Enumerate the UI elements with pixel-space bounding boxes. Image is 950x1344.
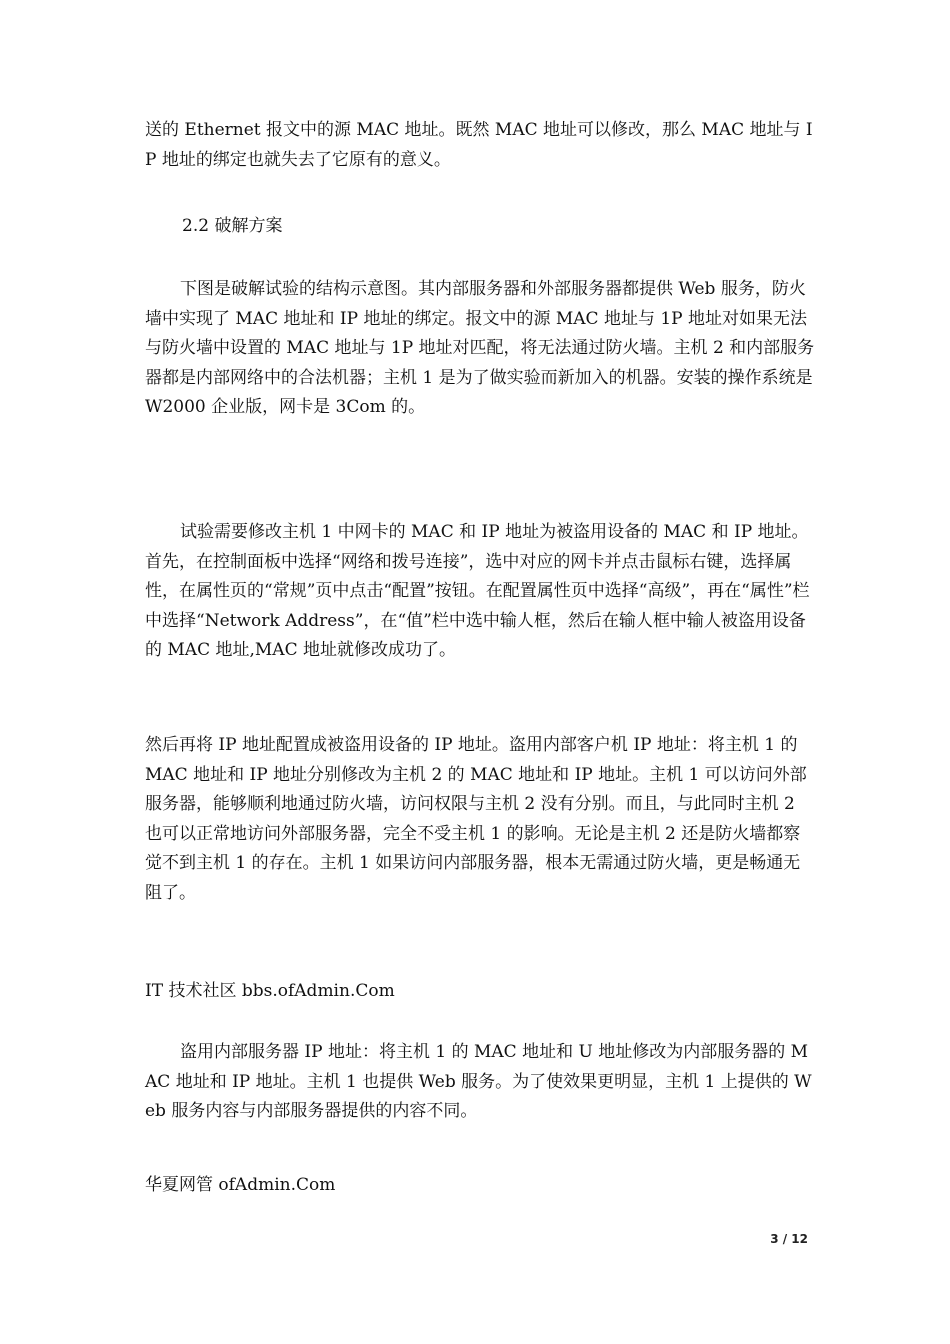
paragraph-steal-client-ip: 然后再将 IP 地址配置成被盗用设备的 IP 地址。盗用内部客户机 IP 地址：将主机 1 的 MAC 地址和 IP 地址分别修改为主机 2 的 MAC 地址和 IP 地址。主机 1 可以访问外部服务器，能够顺利地通过防火墙，访问权限与主机 2 没有分别。而且，与此同时主机 2 也可以正常地访问外部服务器，完全不受主机 1 的影响。无论是主机 2 还是防火墙都察觉不到主机 1 的存在。主机 1 如果访问内部服务器，根本无需通过防火墙，更是畅通无阻了。 <box>145 735 807 903</box>
paragraph-mac-binding: 送的 Ethernet 报文中的源 MAC 地址。既然 MAC 地址可以修改，那么 MAC 地址与 IP 地址的绑定也就失去了它原有的意义。 <box>145 120 813 170</box>
paragraph-experiment-structure: 下图是破解试验的结构示意图。其内部服务器和外部服务器都提供 Web 服务，防火墙中实现了 MAC 地址和 IP 地址的绑定。报文中的源 MAC 地址与 1P 地址对如果无法与防火墙中设置的 MAC 地址与 1P 地址对匹配，将无法通过防火墙。主机 2 和内部服务器都是内部网络中的合法机器；主机 1 是为了做实验而新加入的机器。安装的操作系统是 W2000 企业版，网卡是 3Com 的。 <box>145 279 815 418</box>
paragraph-steal-server-ip: 盗用内部服务器 IP 地址：将主机 1 的 MAC 地址和 U 地址修改为内部服务器的 MAC 地址和 IP 地址。主机 1 也提供 Web 服务。为了使效果更明显，主机 1 上提供的 Web 服务内容与内部服务器提供的内容不同。 <box>145 1042 812 1122</box>
paragraph-site-note: 华夏网管 ofAdmin.Com <box>145 1175 336 1195</box>
paragraph-modify-mac: 试验需要修改主机 1 中网卡的 MAC 和 IP 地址为被盗用设备的 MAC 和 IP 地址。首先，在控制面板中选择“网络和拨号连接”，选中对应的网卡并点击鼠标右键，选择属性，在属性页的“常规”页中点击“配置”按钮。在配置属性页中选择“高级”，再在“属性”栏中选择“Network Address”，在“值”栏中选中输人框，然后在输人框中输人被盗用设备的 MAC 地址,MAC 地址就修改成功了。 <box>145 522 810 661</box>
paragraph-community-note: IT 技术社区 bbs.ofAdmin.Com <box>145 981 395 1001</box>
page-number: 3 / 12 <box>770 1232 808 1246</box>
section-heading: 2.2 破解方案 <box>182 216 283 236</box>
